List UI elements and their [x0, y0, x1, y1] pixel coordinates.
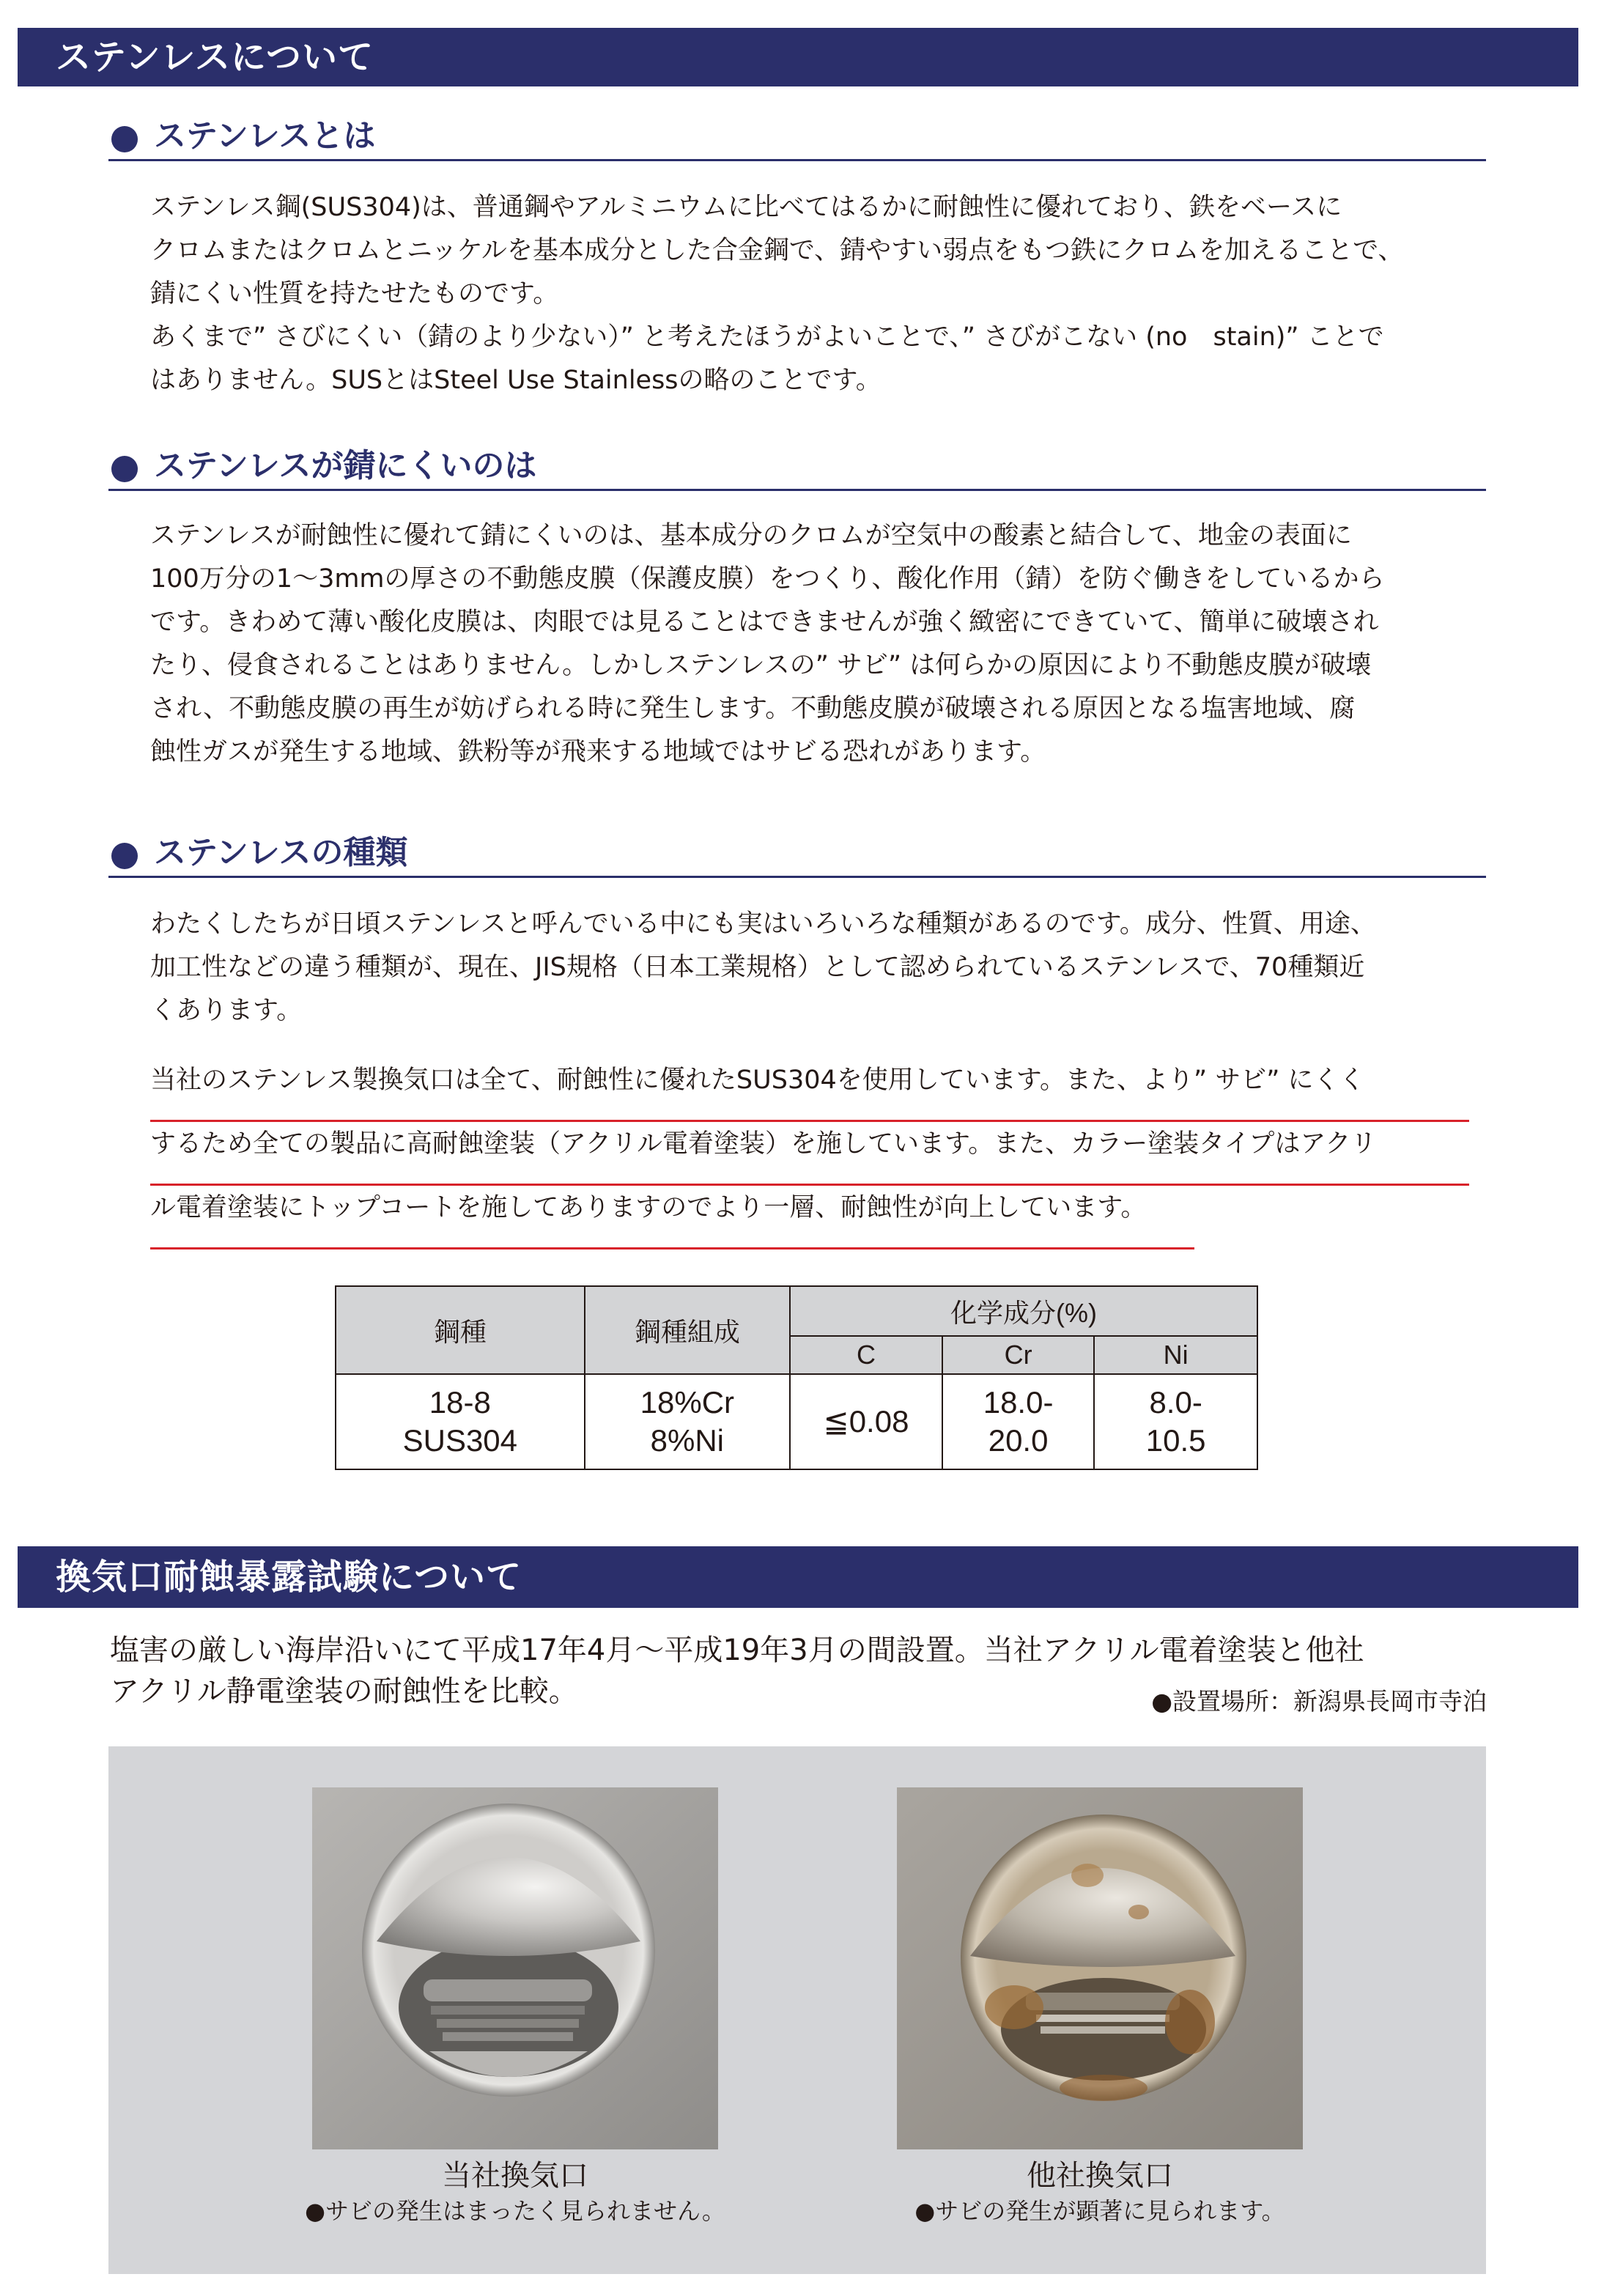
header-composition: 鋼種組成 — [585, 1286, 790, 1374]
header-cr: Cr — [942, 1336, 1094, 1374]
competitor-vent-label: 他社換気口 — [1027, 2159, 1173, 2193]
cell-steel-type: 18-8 SUS304 — [336, 1374, 585, 1469]
cell-c: ≦0.08 — [790, 1374, 942, 1469]
own-vent-label: 当社換気口 — [442, 2159, 588, 2193]
highlighted-statement — [150, 1058, 1469, 1249]
text-line: され、不動態皮膜の再生が妨げられる時に発生します。不動態皮膜が破壊される原因となる塩害地域、腐 — [150, 694, 1356, 723]
text-line: わたくしたちが日頃ステンレスと呼んでいる中にも実はいろいろな種類があるのです。成分、性質、用途、 — [150, 909, 1376, 939]
installation-location: ●設置場所：新潟県長岡市寺泊 — [1151, 1687, 1487, 1716]
highlight-line: 当社のステンレス製換気口は全て、耐蝕性に優れたSUS304を使用しています。また、より” サビ” にくく — [150, 1058, 1469, 1122]
header-steel-type: 鋼種 — [336, 1286, 585, 1374]
text-line: あくまで” さびにくい（錆のより少ない）” と考えたほうがよいことで、” さびがこない (no stain)” ことで — [150, 322, 1384, 352]
section-title: ステンレスの種類 — [154, 834, 408, 871]
highlight-line: ル電着塗装にトップコートを施してありますのでより一層、耐蝕性が向上しています。 — [150, 1186, 1194, 1249]
text-line: 加工性などの違う種類が、現在、JIS規格（日本工業規格）として認められているステンレスで、70種類近 — [150, 953, 1365, 982]
own-vent-note: ●サビの発生はまったく見られません。 — [305, 2197, 725, 2225]
rusted-vent-cap-illustration — [897, 1787, 1303, 2149]
bullet-circle-icon — [111, 456, 138, 482]
text-line: です。きわめて薄い酸化皮膜は、肉眼では見ることはできませんが強く緻密にできていて、簡単に破壊され — [150, 608, 1379, 637]
header-chemical-components: 化学成分(%) — [790, 1286, 1257, 1336]
section-title: ステンレスが錆にくいのは — [154, 447, 537, 484]
text-line: クロムまたはクロムとニッケルを基本成分とした合金鋼で、錆やすい弱点をもつ鉄にクロムを加えることで、 — [150, 236, 1404, 265]
comparison-photo-panel — [108, 1746, 1486, 2274]
own-vent-photo — [312, 1787, 718, 2149]
text-line: たり、侵食されることはありません。しかしステンレスの” サビ” は何らかの原因により不動態皮膜が破壊 — [150, 651, 1372, 680]
text-line: はありません。SUSとはSteel Use Stainlessの略のことです。 — [150, 366, 882, 395]
header-ni: Ni — [1094, 1336, 1257, 1374]
text-line: アクリル静電塗装の耐蝕性を比較。 — [110, 1675, 578, 1708]
header-c: C — [790, 1336, 942, 1374]
text-line: 錆にくい性質を持たせたものです。 — [150, 279, 559, 309]
cell-composition: 18%Cr 8%Ni — [585, 1374, 790, 1469]
text-line: 塩害の厳しい海岸沿いにて平成17年4月～平成19年3月の間設置。当社アクリル電着塗装と他社 — [110, 1634, 1364, 1667]
text-line: ステンレス鋼(SUS304)は、普通鋼やアルミニウムに比べてはるかに耐蝕性に優れており、鉄をベースに — [150, 193, 1342, 222]
cell-cr: 18.0- 20.0 — [942, 1374, 1094, 1469]
text-line: 100万分の1～3mmの厚さの不動態皮膜（保護皮膜）をつくり、酸化作用（錆）を防ぐ働きをしているから — [150, 564, 1385, 594]
section-banner-stainless: ステンレスについて — [18, 28, 1578, 86]
text-line: 蝕性ガスが発生する地域、鉄粉等が飛来する地域ではサビる恐れがあります。 — [150, 737, 1046, 767]
paragraph-stainless-types — [150, 903, 1462, 1033]
section-heading-stainless-types — [108, 833, 1486, 878]
competitor-vent-note: ●サビの発生が顕著に見られます。 — [914, 2197, 1285, 2225]
vent-cap-illustration — [312, 1787, 718, 2149]
section-banner-exposure-test: 換気口耐蝕暴露試験について — [18, 1546, 1578, 1608]
cell-ni: 8.0- 10.5 — [1094, 1374, 1257, 1469]
section-heading-what-is-stainless — [108, 116, 1486, 161]
paragraph-why-rust-resistant — [150, 514, 1462, 774]
table-row — [336, 1374, 1257, 1469]
text-line: くあります。 — [150, 996, 303, 1025]
bullet-circle-icon — [111, 126, 138, 152]
highlight-line: するため全ての製品に高耐蝕塗装（アクリル電着塗装）を施しています。また、カラー塗装タイプはアクリ — [150, 1122, 1469, 1186]
competitor-vent-caption — [843, 2157, 1356, 2227]
paragraph-what-is-stainless — [150, 186, 1462, 402]
chemical-composition-table — [335, 1285, 1258, 1470]
text-line: ステンレスが耐蝕性に優れて錆にくいのは、基本成分のクロムが空気中の酸素と結合して、地金の表面に — [150, 521, 1352, 550]
section-heading-why-rust-resistant — [108, 446, 1486, 491]
own-vent-caption — [259, 2157, 772, 2227]
bullet-circle-icon — [111, 843, 138, 869]
competitor-vent-photo — [897, 1787, 1303, 2149]
section-title: ステンレスとは — [154, 117, 376, 155]
